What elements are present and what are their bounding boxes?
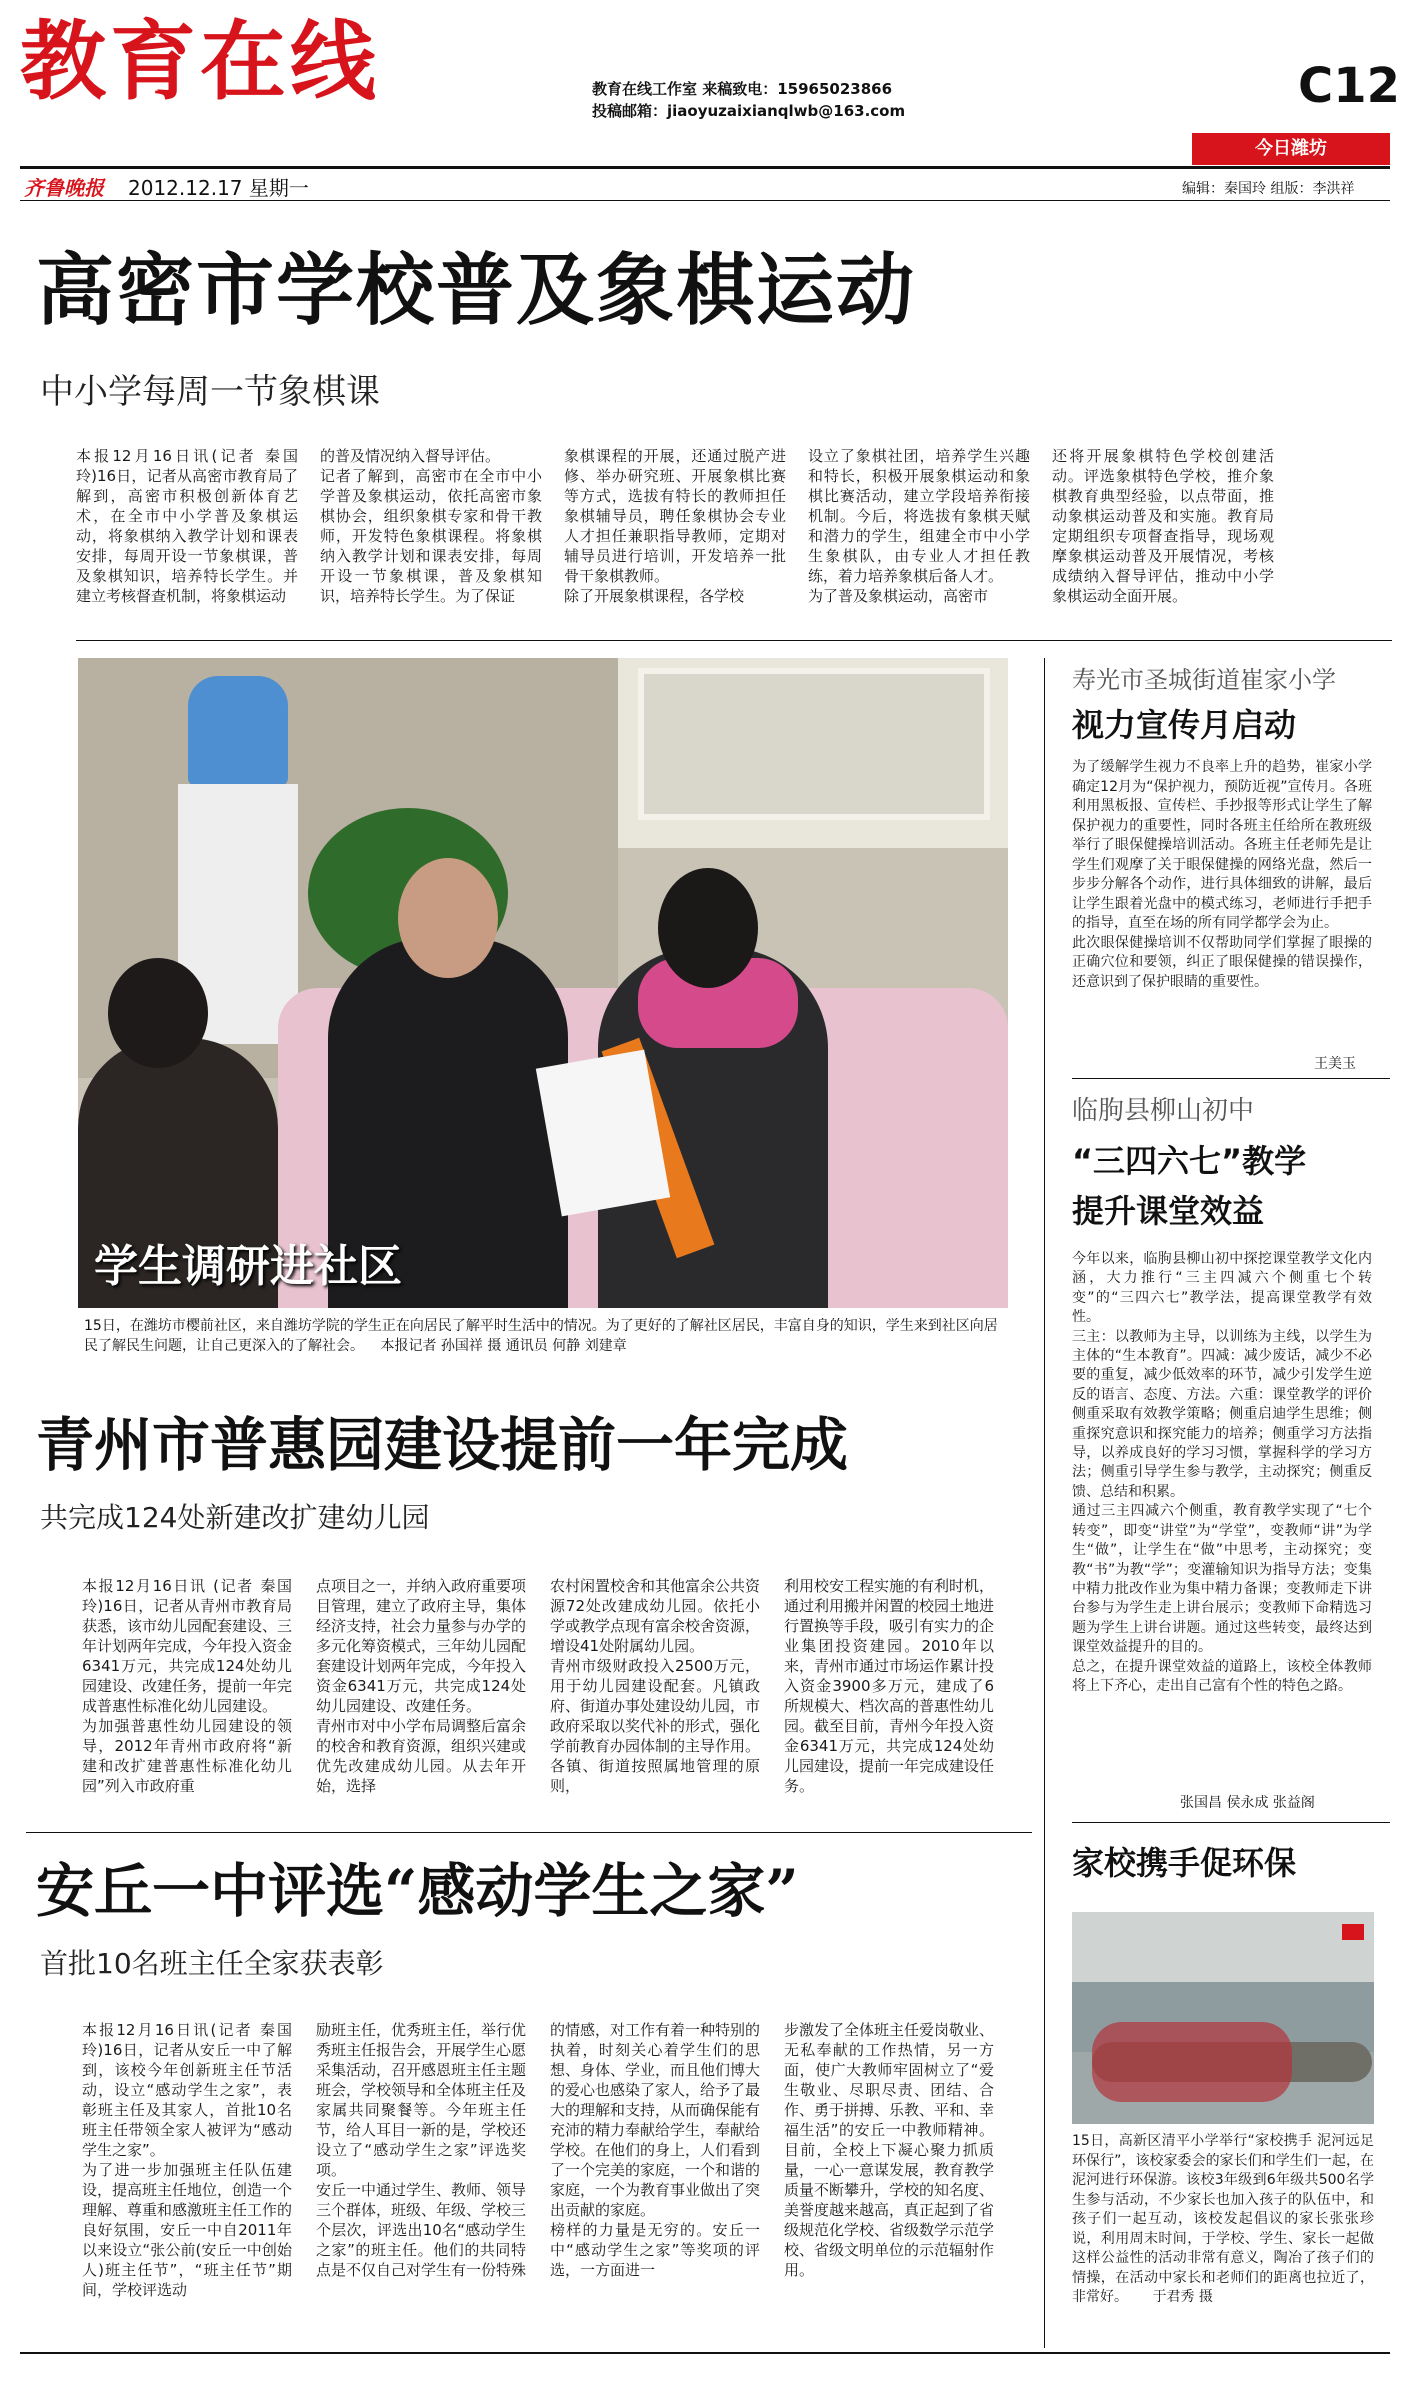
water-bottle [188,676,288,786]
page-number: C12 [1298,58,1401,114]
sidebar3-headline: 家校携手促环保 [1072,1844,1297,1882]
contact-line-2: 投稿邮箱：jiaoyuzaixianqlwb@163.com [592,102,906,120]
masthead-rule-thin [20,200,1390,201]
sidebar3-caption-text: 15日，高新区清平小学举行“家校携手 泥河远足环保行”，该校家委会的家长们和学生们一起，在泥河进行环保游。该校3年级到6年级共500名学生参与活动，不少家长也加入孩子的队伍中，和孩子们一起互动，该校发起倡议的家长张张珍说，利用周末时间，于学校、学生、家长一起做这样公益性的活动非常有意义，陶冶了孩子们的情操，在活动中家长和老师们的距离也拉近了，非常好。 [1072,2133,1374,2305]
sidebar1-body: 为了缓解学生视力不良率上升的趋势，崔家小学确定12月为“保护视力，预防近视”宣传月。各班利用黑板报、宣传栏、手抄报等形式让学生了解保护视力的重要性，同时各班主任给所在教班级举行了眼保健操培训活动。各班主任老师先是让学生们观摩了关于眼保健操的网络光盘，然后一步步分解各个动作，进行具体细致的讲解，最后让学生跟着光盘中的模式练习，老师进行手把手的指导，直至在场的所有同学都学会为止。 此次眼保健操培训不仅帮助同学们掌握了眼操的正确穴位和要领，纠正了眼保健操的错误操作，还意识到了保护眼睛的重要性。 [1072,759,1372,990]
article1-bottom-rule [76,640,1392,641]
article2-column-4: 利用校安工程实施的有利时机，通过利用搬并闲置的校园土地进行置换等手段，吸引有实力的企业集团投资建园。2010年以来，青州市通过市场运作累计投入资金3900多万元，建成了6所规模大、档次高的普惠性幼儿园。截至目前，青州今年投入资金6341万元，共完成124处幼儿园建设，提前一年完成建设任务。 [784,1577,994,1795]
sidebar2-byline: 张国昌 侯永成 张益阁 [1180,1795,1315,1811]
article2-subhead: 共完成124处新建改扩建幼儿园 [40,1501,430,1534]
sidebar3-credit: 于君秀 摄 [1152,2289,1213,2305]
overlay-title: 学生调研进社区 [94,1241,402,1292]
editors-line: 编辑：秦国玲 组版：李洪祥 [1182,181,1355,197]
masthead-rule [20,166,1390,169]
sidebar1-byline: 王美玉 [1314,1056,1356,1072]
article1-headline: 高密市学校普及象棋运动 [36,245,917,336]
region-tag-label: 今日潍坊 [1255,138,1327,159]
sidebar1-headline: 视力宣传月启动 [1072,706,1297,744]
student-head [658,868,758,988]
article1-column-1: 本报12月16日讯(记者 秦国玲)16日，记者从高密市教育局了解到，高密市积极创新体育艺术，在全市中小学普及象棋运动，将象棋纳入教学计划和课表安排，每周开设一节象棋课，普及象棋知识，培养特长学生。并建立考核督查机制，将象棋运动 [76,447,298,605]
elderly-man-head [398,858,498,978]
article2-bottom-rule [26,1832,1032,1833]
section-title: 教育在线 [20,11,380,112]
sidebar1-kicker: 寿光市圣城街道崔家小学 [1072,666,1336,694]
children-group [1092,2022,1292,2102]
sidebar2-kicker: 临朐县柳山初中 [1072,1096,1255,1126]
sidebar3-caption [1072,2132,1374,2328]
sidebar2-bottom-rule [1072,1822,1390,1823]
window-frame [638,668,990,820]
contact-line-1: 教育在线工作室 来稿致电：15965023866 [592,80,893,98]
page-bottom-rule [20,2352,1390,2354]
article3-column-2: 励班主任，优秀班主任，举行优秀班主任报告会，开展学生心愿采集活动，召开感恩班主任主题班会，学校领导和全体班主任及家属共同聚餐等。今年班主任节，给人耳目一新的是，学校还设立了“感动学生之家”评选奖项。 安丘一中通过学生、教师、领导三个群体，班级、年级、学校三个层次，评选出10名“感动学生之家”的班主任。他们的共同特点是不仅自己对学生有一份特殊 [316,2021,526,2279]
article3-column-3: 的情感，对工作有着一种特别的执着，时刻关心着学生们的思想、身体、学业，而且他们博大的爱心也感染了家人，给予了最大的理解和支持，从而确保能有充沛的精力奉献给学生，奉献给学校。在他们的身上，人们看到了一个完美的家庭，一个和谐的家庭，一个为教育事业做出了突出贡献的家庭。 榜样的力量是无穷的。安丘一中“感动学生之家”等奖项的评选，一方面进一 [550,2021,760,2279]
sidebar1-bottom-rule [1072,1078,1390,1079]
article3-subhead: 首批10名班主任全家获表彰 [40,1947,384,1980]
photo-credit: 本报记者 孙国祥 摄 通讯员 何静 刘建章 [380,1338,627,1354]
flag [1342,1924,1364,1940]
article3-column-4: 步激发了全体班主任爱岗敬业、无私奉献的工作热情，另一方面，使广大教师牢固树立了“爱生敬业、尽职尽责、团结、合作、勇于拼搏、乐教、平和、幸福生活”的安丘一中教师精神。目前，全校上下凝心聚力抓质量，一心一意谋发展，教育教学质量不断攀升，学校的知名度、美誉度越来越高，真正起到了省级规范化学校、省级数学示范学校、省级文明单位的示范辐射作用。 [784,2021,994,2279]
sidebar-divider [1044,658,1045,2348]
sidebar2-headline-2: 提升课堂效益 [1072,1192,1265,1230]
article2-column-3: 农村闲置校舍和其他富余公共资源72处改建成幼儿园。依托小学或教学点现有富余校舍资源，增设41处附属幼儿园。 青州市级财政投入2500万元，用于幼儿园建设配套。凡镇政府、街道办事处建设幼儿园，市政府采取以奖代补的形式，强化学前教育办园体制的主导作用。各镇、街道按照属地管理的原则， [550,1577,760,1795]
article1-column-4: 设立了象棋社团，培养学生兴趣和特长，积极开展象棋运动和象棋比赛活动，建立学段培养衔接机制。今后，将选拔有象棋天赋和潜力的学生，组建全市中小学生象棋队，由专业人才担任教练，着力培养象棋后备人才。 为了普及象棋运动，高密市 [808,447,1030,605]
article1-subhead: 中小学每周一节象棋课 [40,372,380,412]
issue-date: 2012.12.17 星期一 [128,176,309,200]
article2-column-2: 点项目之一，并纳入政府重要项目管理，建立了政府主导，集体经济支持，社会力量参与办学的多元化筹资模式，三年幼儿园配套建设计划两年完成，今年投入资金6341万元，共完成124处幼儿园建设、改建任务。 青州市对中小学布局调整后富余的校舍和教育资源，组织兴建或优先改建成幼儿园。从去年开始，选择 [316,1577,526,1795]
community-visit-photo [78,658,1008,1308]
sky [1072,1912,1374,1982]
sidebar2-headline-1: “三四六七”教学 [1072,1142,1307,1180]
paper-name: 齐鲁晚报 [24,176,104,200]
article3-headline: 安丘一中评选“感动学生之家” [36,1857,799,1925]
sidebar2-body: 今年以来，临朐县柳山初中探挖课堂教学文化内涵，大力推行“三主四减六个侧重七个转变”的“三四六七”教学法，提高课堂教学有效性。 三主：以教师为主导，以训练为主线，以学生为主体的“生本教育”。四减：减少废话，减少不必要的重复，减少低效率的环节，减少引发学生逆反的语言、态度、方法。六重：课堂教学的评价侧重采取有效教学策略；侧重启迪学生思维；侧重探究意识和探究能力的培养；侧重学习方法指导，以养成良好的学习习惯，掌握科学的学习方法；侧重引导学生参与教学，主动探究；侧重反馈、总结和积累。 通过三主四减六个侧重，教育教学实现了“七个转变”，即变“讲堂”为“学堂”，变教师“讲”为学生“做”，让学生在“做”中思考，主动探究；变教“书”为教“学”；变灌输知识为指导方法；变集中精力批改作业为集中精力备课；变教师走下讲台参与为学生走上讲台展示；变教师下命精选习题为学生上讲台讲题。通过这些转变，最终达到课堂效益提升的目的。 总之，在提升课堂效益的道路上，该校全体教师将上下齐心，走出自己富有个性的特色之路。 [1072,1251,1372,1694]
reporter-head [108,958,208,1068]
article1-column-3: 象棋课程的开展，还通过脱产进修、举办研究班、开展象棋比赛等方式，选拔有特长的教师担任象棋辅导员，聘任象棋协会专业人才担任兼职指导教师，定期对辅导员进行培训，开发培养一批骨干象棋教师。 除了开展象棋课程，各学校 [564,447,786,605]
article1-column-2: 的普及情况纳入督导评估。 记者了解到，高密市在全市中小学普及象棋运动，依托高密市象棋协会，组织象棋专家和骨干教师，开发特色象棋课程。将象棋纳入教学计划和课表安排，每周开设一节象棋课，普及象棋知识，培养特长学生。为了保证 [320,447,542,605]
photo-caption-text: 15日，在潍坊市樱前社区，来自潍坊学院的学生正在向居民了解平时生活中的情况。为了更好的了解社区居民，丰富自身的知识，学生来到社区向居民了解民生问题，让自己更深入的了解社会。 [84,1318,998,1354]
region-tag [1192,133,1390,165]
riverbank-photo [1072,1912,1374,2124]
photo-caption [84,1316,1004,1360]
article3-column-1: 本报12月16日讯(记者 秦国玲)16日，记者从安丘一中了解到，该校今年创新班主任节活动，设立“感动学生之家”，表彰班主任及其家人，首批10名班主任带领全家人被评为“感动学生之家”。 为了进一步加强班主任队伍建设，提高班主任地位，创造一个理解、尊重和感激班主任工作的良好氛围，安丘一中自2011年以来设立“张公前(安丘一中创始人)班主任节”，“班主任节”期间，学校评选动 [82,2021,292,2299]
article2-headline: 青州市普惠园建设提前一年完成 [36,1411,849,1479]
article1-column-5: 还将开展象棋特色学校创建活动。评选象棋特色学校，推介象棋教育典型经验，以点带面，推动象棋运动普及和实施。教育局定期组织专项督查指导，现场观摩象棋运动普及开展情况，考核成绩纳入督导评估，推动中小学象棋运动全面开展。 [1052,447,1274,605]
article2-column-1: 本报12月16日讯 (记者 秦国玲)16日，记者从青州市教育局获悉，该市幼儿园配套建设、三年计划两年完成，今年投入资金6341万元，共完成124处幼儿园建设、改建任务，提前一年完成普惠性标准化幼儿园建设。 为加强普惠性幼儿园建设的领导，2012年青州市政府将“新建和改扩建普惠性标准化幼儿园”列入市政府重 [82,1577,292,1795]
